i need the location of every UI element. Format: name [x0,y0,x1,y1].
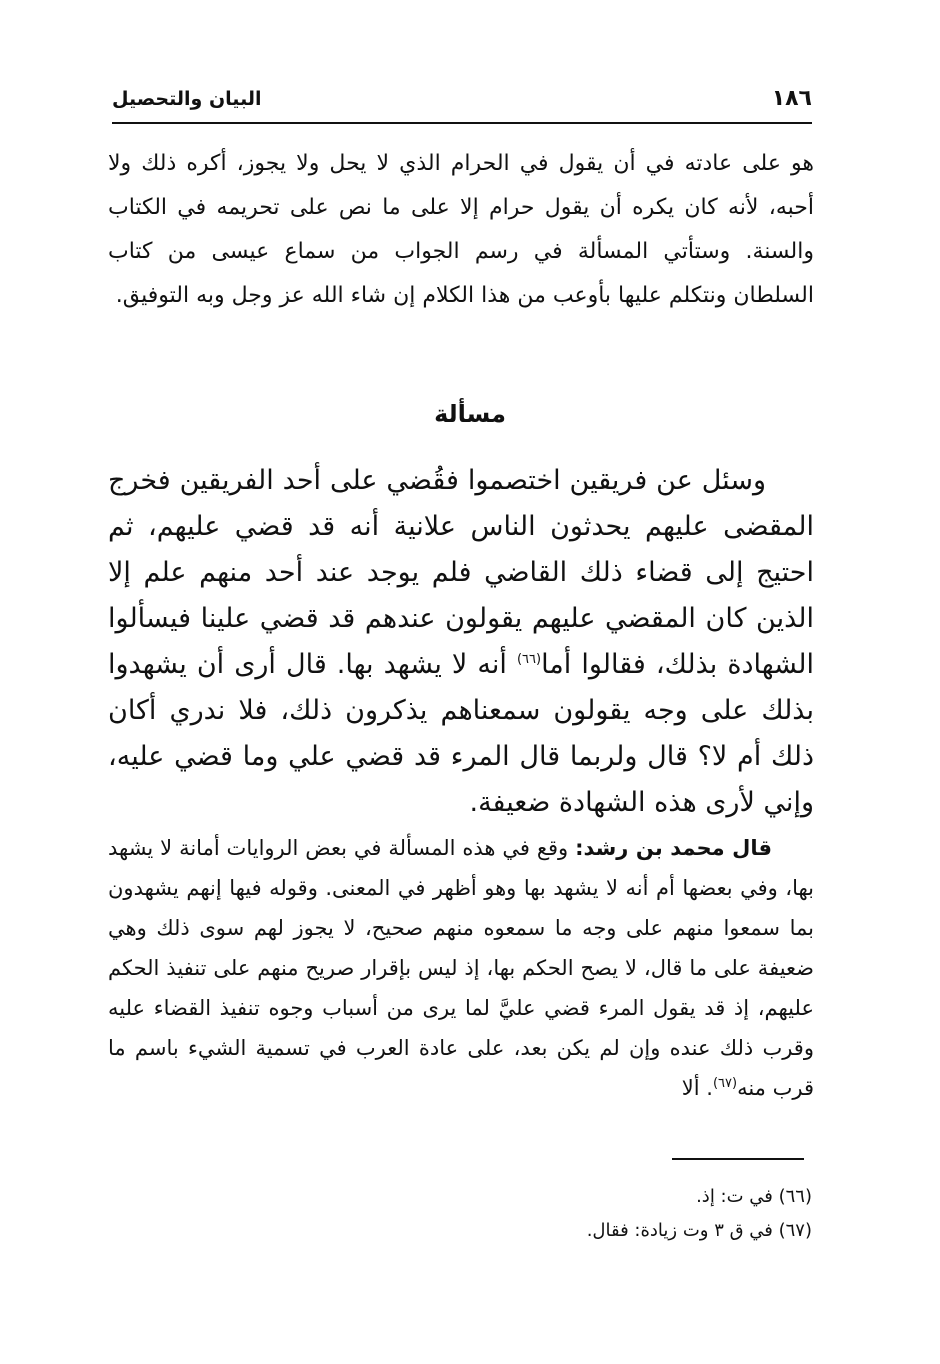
footnotes [587,1180,812,1248]
paragraph-continuation: هو على عادته في أن يقول في الحرام الذي لا يحل ولا يجوز، أكره ذلك ولا أحبه، لأنه كان يكره أن يقول حرام إلا على ما نص على تحريمه في الكتاب والسنة. وستأتي المسألة في رسم الجواب من سماع عيسى من كتاب السلطان ونتكلم عليها بأوعب من هذا الكلام إن شاء الله عز وجل وبه التوفيق. [108,151,814,308]
footnote-ref-67: (٦٧) [712,1076,738,1091]
footnote-66: (٦٦) في ت: إذ. [696,1186,812,1207]
footnote-67: (٦٧) في ق ٣ وت زيادة: فقال. [586,1220,812,1241]
running-title: البيان والتحصيل [112,88,262,110]
page-header [112,82,812,124]
question-paragraph [108,458,814,826]
footnote-divider [672,1158,804,1160]
footnote-ref-66: (٦٦) [516,652,542,667]
section-heading: مسألة [434,400,506,428]
commentary-paragraph [108,828,814,1108]
question-text-part-2: أنه لا يشهد بها. قال أرى أن يشهدوا بذلك على وجه يقولون سمعناهم يذكرون ذلك، فلا ندري أكان ذلك أم لا؟ قال ولربما قال المرء قد قضي علي وما قضي عليه، وإني لأرى هذه الشهادة ضعيفة. [108,649,814,818]
commentary-lead: قال محمد بن رشد: [575,836,772,860]
page-number: ١٨٦ [771,86,812,111]
question-text-part-1: وسئل عن فريقين اختصموا فقُضي على أحد الفريقين فخرج المقضى عليهم يحدثون الناس علانية أنه قد قضي عليهم، ثم احتيج إلى قضاء ذلك القاضي فلم يوجد عند أحد منهم علم إلا الذين كان المقضي عليهم يقولون عندهم قد قضي علينا فيسألوا الشهادة بذلك، فقالوا أما [108,465,814,680]
commentary-text-part-1: وقع في هذه المسألة في بعض الروايات أمانة لا يشهد بها، وفي بعضها أم أنه لا يشهد بها وهو أظهر في المعنى. وقوله فيها إنهم يشهدون بما سمعوا منهم على وجه ما سمعوه منهم صحيح، لا يجوز لهم سوى ذلك وهي ضعيفة على ما قال، لا يصح الحكم بها، إذ ليس بإقرار صريح منهم على تنفيذ الحكم عليهم، إذ قد يقول المرء قضي عليَّ لما يرى من أسباب وجوه تنفيذ القضاء عليه وقرب ذلك عنده وإن لم يكن بعد، على عادة العرب في تسمية الشيء باسم ما قرب منه [108,836,814,1100]
commentary-text-part-2: . ألا [681,1076,713,1100]
